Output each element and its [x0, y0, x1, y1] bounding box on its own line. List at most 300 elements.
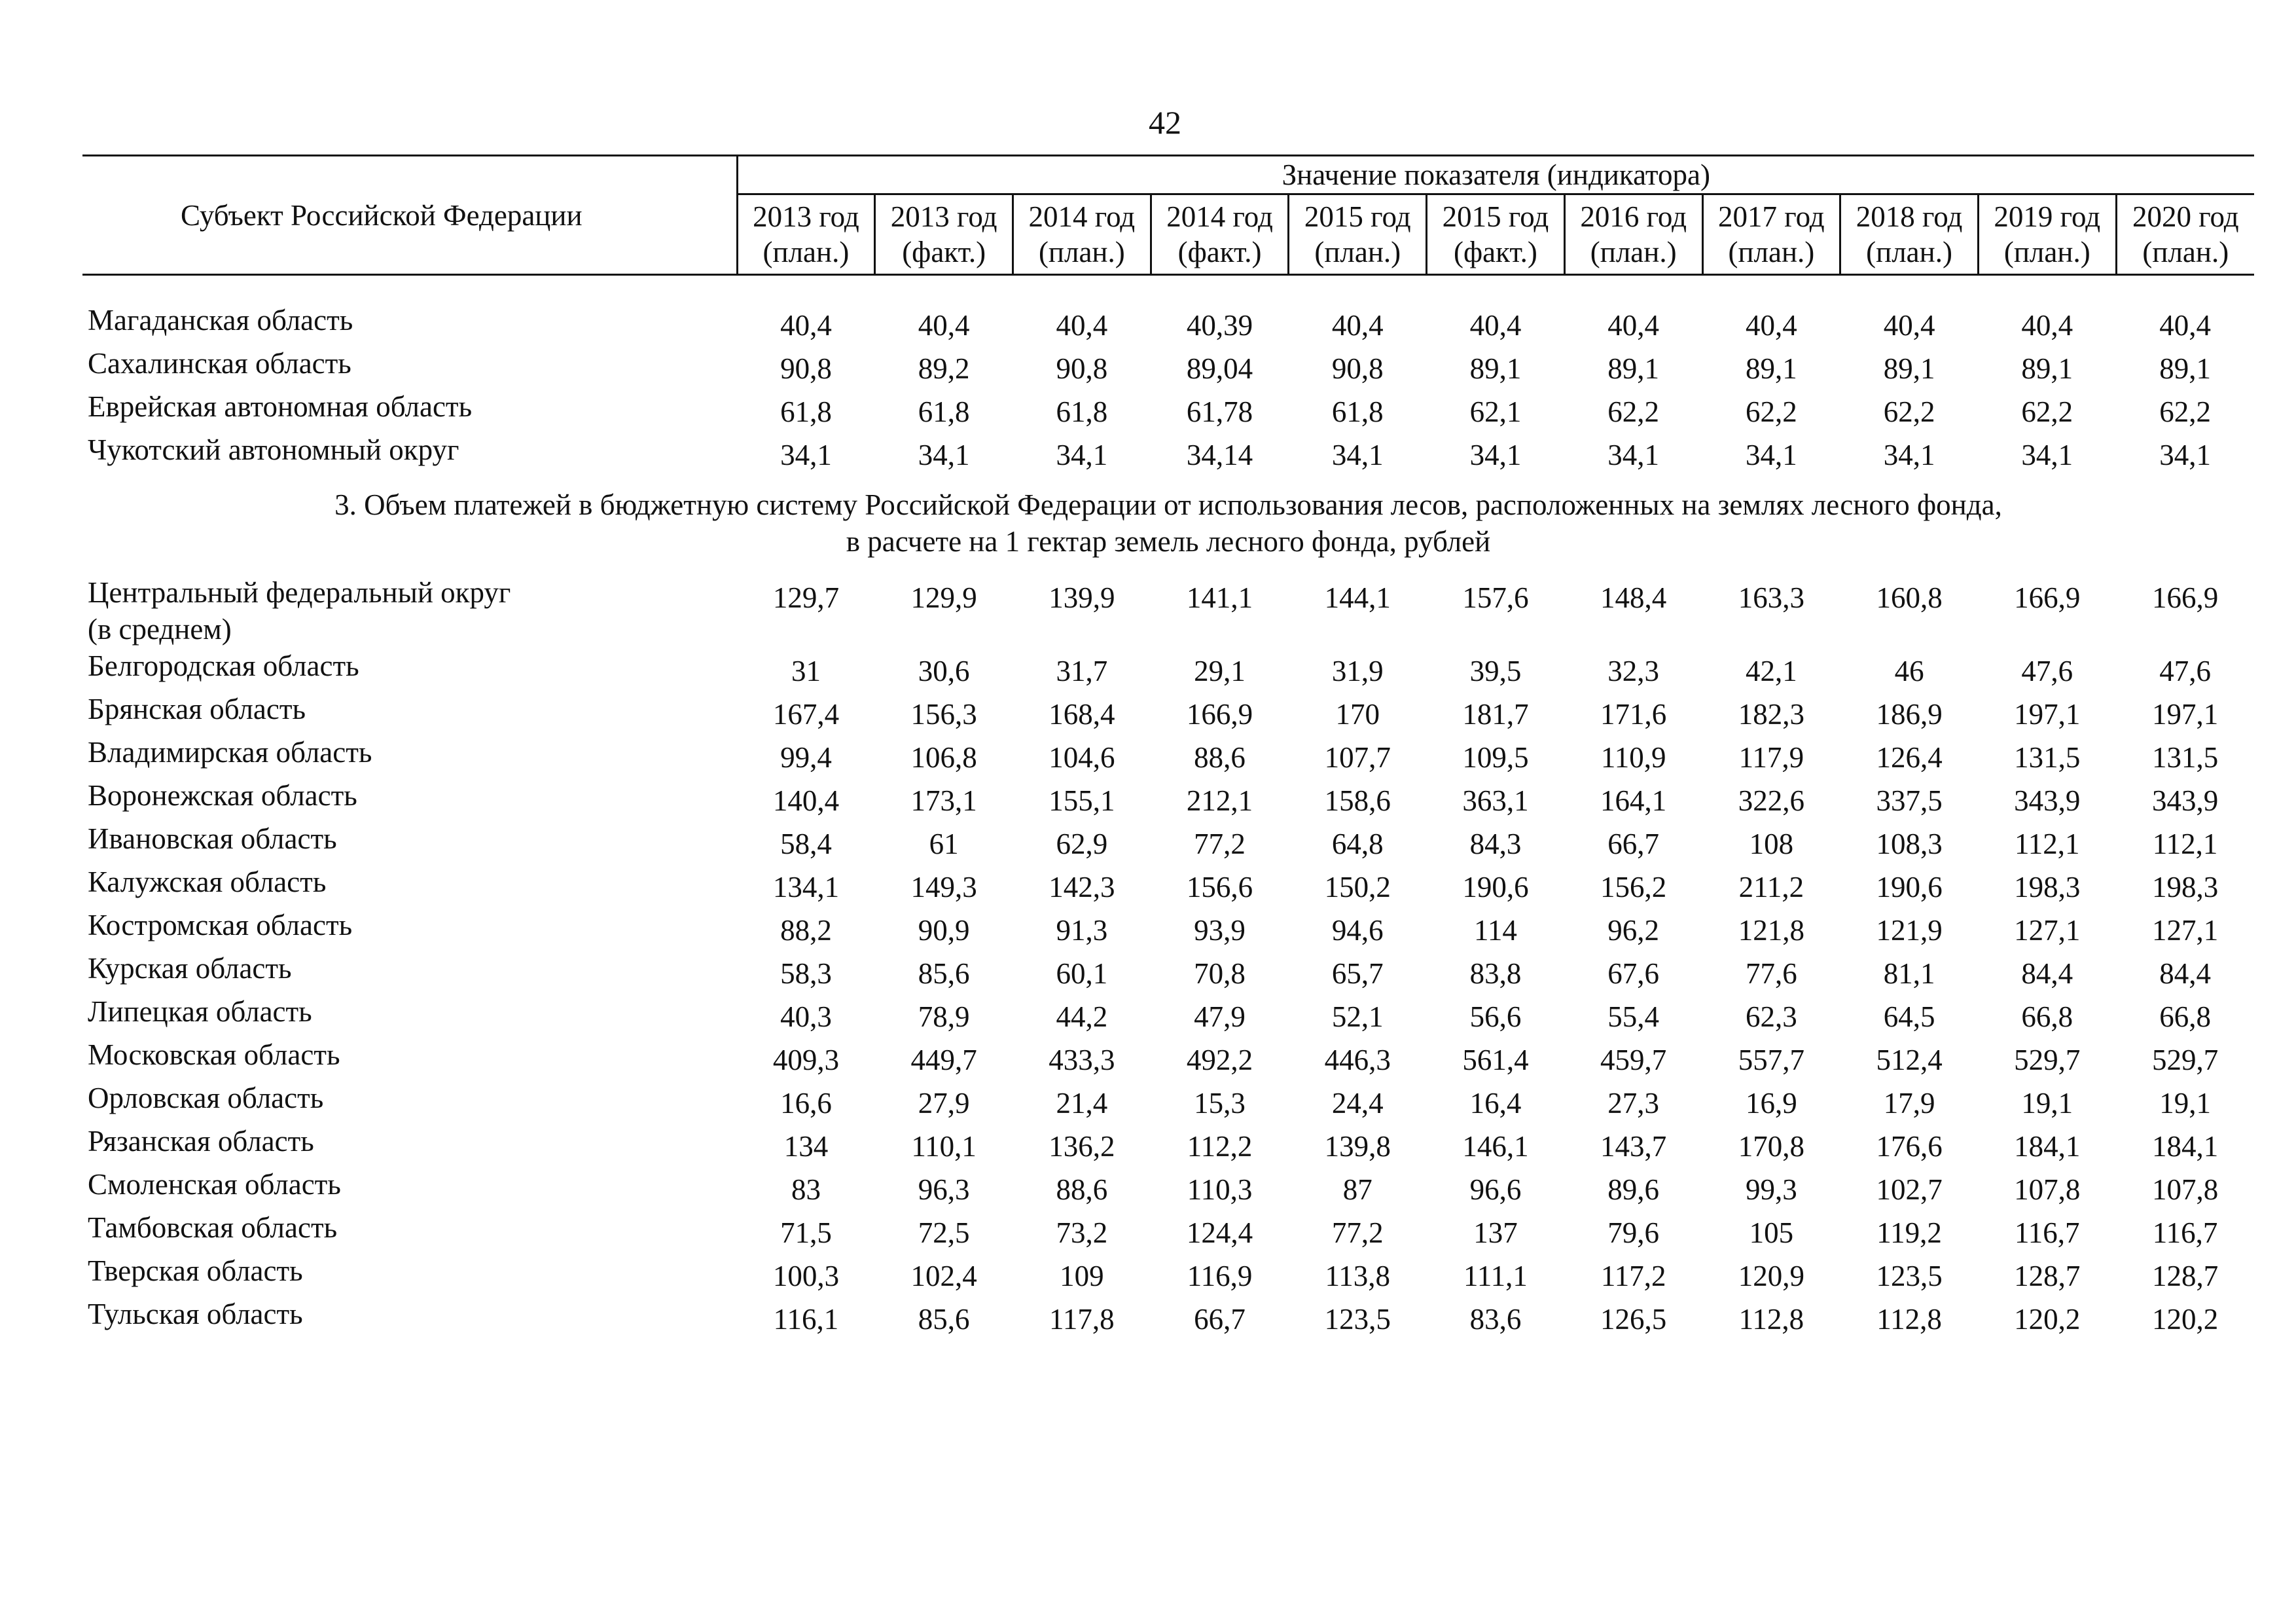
value-cell: 459,7: [1600, 1044, 1667, 1076]
value-cell: 91,3: [1056, 914, 1108, 947]
year-column-header: [1013, 194, 1151, 275]
value-cell: 56,6: [1469, 1000, 1522, 1033]
value-cell: 111,1: [1463, 1260, 1528, 1292]
value-cell: 15,3: [1194, 1087, 1246, 1120]
value-cell: 150,2: [1324, 871, 1391, 903]
indicator-group-header: Значение показателя (индикатора): [737, 156, 2254, 194]
value-cell: 102,4: [910, 1260, 977, 1292]
value-cell: 166,9: [2014, 581, 2081, 614]
table-row: [82, 345, 2254, 388]
value-cell: 67,6: [1607, 957, 1660, 990]
value-cell: 89,1: [1607, 352, 1660, 385]
year-kind-label: (факт.): [1454, 236, 1537, 268]
value-cell: 24,4: [1331, 1087, 1384, 1120]
value-cell: 131,5: [2014, 741, 2081, 774]
value-cell: 87: [1342, 1173, 1372, 1206]
value-cell: 34,1: [2021, 439, 2073, 471]
value-cell: 83: [791, 1173, 821, 1206]
value-cell: 104,6: [1049, 741, 1115, 774]
value-cell: 120,2: [2151, 1303, 2219, 1336]
value-cell: 121,8: [1738, 914, 1804, 947]
value-cell: 557,7: [1738, 1044, 1804, 1076]
value-cell: 449,7: [910, 1044, 977, 1076]
region-name: Брянская область: [88, 693, 306, 725]
year-label: 2015 год: [1304, 200, 1411, 233]
value-cell: 170,8: [1738, 1130, 1804, 1163]
value-cell: 126,5: [1600, 1303, 1667, 1336]
value-cell: 58,3: [780, 957, 832, 990]
value-cell: 66,7: [1194, 1303, 1246, 1336]
region-name-cell: [82, 993, 737, 1036]
year-kind-label: (факт.): [1177, 236, 1262, 268]
value-cell: 160,8: [1876, 581, 1943, 614]
value-cell: 157,6: [1462, 581, 1529, 614]
value-cell: 19,1: [2021, 1087, 2073, 1120]
value-cell: 32,3: [1607, 655, 1660, 687]
value-cell: 96,3: [918, 1173, 970, 1206]
value-cell: 134: [783, 1130, 829, 1163]
region-name-cell: [82, 302, 737, 345]
value-cell: 70,8: [1194, 957, 1246, 990]
table-row: [82, 691, 2254, 734]
value-cell: 34,1: [2159, 439, 2211, 471]
value-cell: 89,1: [2021, 352, 2073, 385]
value-cell: 149,3: [910, 871, 977, 903]
value-cell: 66,8: [2159, 1000, 2211, 1033]
value-cell: 90,9: [918, 914, 970, 947]
value-cell: 61,8: [780, 395, 832, 428]
value-cell: 184,1: [2151, 1130, 2219, 1163]
value-cell: 62,9: [1056, 828, 1108, 860]
table-row: [82, 431, 2254, 475]
value-cell: 131,5: [2151, 741, 2219, 774]
value-cell: 124,4: [1186, 1216, 1253, 1249]
value-cell: 85,6: [918, 1303, 970, 1336]
value-cell: 83,6: [1469, 1303, 1522, 1336]
value-cell: 61,8: [1331, 395, 1384, 428]
table-row: [82, 1296, 2254, 1339]
value-cell: 93,9: [1194, 914, 1246, 947]
value-cell: 61,8: [918, 395, 970, 428]
value-cell: 52,1: [1331, 1000, 1384, 1033]
value-cell: 96,6: [1469, 1173, 1522, 1206]
value-cell: 127,1: [2151, 914, 2219, 947]
value-cell: 186,9: [1876, 698, 1943, 731]
value-cell: 34,1: [1745, 439, 1797, 471]
value-cell: 34,1: [1883, 439, 1935, 471]
value-cell: 512,4: [1876, 1044, 1943, 1076]
value-cell: 117,9: [1738, 741, 1804, 774]
region-name: Белгородская область: [88, 649, 359, 682]
region-name-cell: [82, 734, 737, 777]
value-cell: 89,1: [1883, 352, 1935, 385]
value-cell: 40,4: [1469, 309, 1522, 342]
value-cell: 40,39: [1186, 309, 1253, 342]
value-cell: 34,1: [918, 439, 970, 471]
value-cell: 40,4: [1056, 309, 1108, 342]
value-cell: 77,2: [1194, 828, 1246, 860]
table-row: [82, 820, 2254, 864]
value-cell: 16,6: [780, 1087, 832, 1120]
value-cell: 62,2: [2021, 395, 2073, 428]
value-cell: 190,6: [1462, 871, 1529, 903]
table-row: [82, 1123, 2254, 1166]
value-cell: 99,4: [780, 741, 832, 774]
value-cell: 84,4: [2159, 957, 2211, 990]
subject-column-header: Субъект Российской Федерации: [82, 156, 737, 275]
value-cell: 60,1: [1056, 957, 1108, 990]
value-cell: 40,4: [2159, 309, 2211, 342]
value-cell: 31,7: [1056, 655, 1108, 687]
region-name-cell: [82, 950, 737, 993]
value-cell: 79,6: [1607, 1216, 1660, 1249]
value-cell: 40,4: [1331, 309, 1384, 342]
value-cell: 109: [1060, 1260, 1104, 1292]
year-column-header: [1151, 194, 1289, 275]
value-cell: 322,6: [1738, 784, 1804, 817]
value-cell: 561,4: [1462, 1044, 1529, 1076]
region-name-cell: [82, 647, 737, 691]
value-cell: 34,1: [1469, 439, 1522, 471]
value-cell: 40,3: [780, 1000, 832, 1033]
region-name-cell: [82, 864, 737, 907]
year-kind-label: (план.): [1866, 236, 1952, 268]
value-cell: 89,1: [1469, 352, 1522, 385]
region-name-cell: [82, 820, 737, 864]
value-cell: 27,9: [918, 1087, 970, 1120]
value-cell: 112,8: [1876, 1303, 1942, 1336]
section-heading-line: в расчете на 1 гектар земель лесного фонда, рублей: [846, 525, 1491, 558]
value-cell: 114: [1474, 914, 1517, 947]
table-row: [82, 734, 2254, 777]
value-cell: 66,8: [2021, 1000, 2073, 1033]
value-cell: 128,7: [2014, 1260, 2081, 1292]
value-cell: 110,9: [1600, 741, 1666, 774]
region-name: Тульская область: [88, 1298, 303, 1330]
region-name: Магаданская область: [88, 304, 353, 337]
value-cell: 112,1: [2014, 828, 2080, 860]
value-cell: 42,1: [1745, 655, 1797, 687]
value-cell: 34,1: [780, 439, 832, 471]
value-cell: 112,1: [2152, 828, 2218, 860]
year-column-header: [1702, 194, 1840, 275]
value-cell: 140,4: [772, 784, 840, 817]
value-cell: 108: [1749, 828, 1794, 860]
value-cell: 47,6: [2159, 655, 2211, 687]
value-cell: 343,9: [2014, 784, 2081, 817]
table-row: [82, 574, 2254, 647]
value-cell: 113,8: [1325, 1260, 1391, 1292]
value-cell: 88,6: [1056, 1173, 1108, 1206]
value-cell: 146,1: [1462, 1130, 1529, 1163]
region-name: Курская область: [88, 952, 292, 985]
value-cell: 139,9: [1049, 581, 1115, 614]
value-cell: 61: [929, 828, 959, 860]
value-cell: 134,1: [772, 871, 840, 903]
value-cell: 89,1: [1745, 352, 1797, 385]
value-cell: 112,8: [1738, 1303, 1804, 1336]
value-cell: 128,7: [2151, 1260, 2219, 1292]
value-cell: 61,8: [1056, 395, 1108, 428]
value-cell: 119,2: [1876, 1216, 1942, 1249]
value-cell: 19,1: [2159, 1087, 2211, 1120]
value-cell: 141,1: [1186, 581, 1253, 614]
value-cell: 181,7: [1462, 698, 1529, 731]
value-cell: 112,2: [1187, 1130, 1253, 1163]
value-cell: 126,4: [1876, 741, 1943, 774]
region-name: Центральный федеральный округ: [88, 576, 511, 609]
table-row: [82, 777, 2254, 820]
region-name: Смоленская область: [88, 1168, 341, 1201]
value-cell: 197,1: [2151, 698, 2219, 731]
value-cell: 110,3: [1187, 1173, 1253, 1206]
value-cell: 17,9: [1883, 1087, 1935, 1120]
value-cell: 116,7: [2014, 1216, 2080, 1249]
value-cell: 156,3: [910, 698, 977, 731]
value-cell: 105: [1749, 1216, 1794, 1249]
region-name: Тамбовская область: [88, 1211, 338, 1244]
section-heading: [82, 475, 2254, 574]
value-cell: 40,4: [1607, 309, 1660, 342]
year-column-header: [1289, 194, 1427, 275]
table-header: [82, 156, 2254, 275]
year-column-header: [875, 194, 1013, 275]
value-cell: 156,6: [1186, 871, 1253, 903]
value-cell: 492,2: [1186, 1044, 1253, 1076]
value-cell: 40,4: [1745, 309, 1797, 342]
value-cell: 62,1: [1469, 395, 1522, 428]
region-name-cell: [82, 1209, 737, 1252]
value-cell: 44,2: [1056, 1000, 1108, 1033]
region-name-cell: [82, 431, 737, 475]
year-column-header: [1978, 194, 2116, 275]
value-cell: 16,9: [1745, 1087, 1797, 1120]
value-cell: 107,7: [1324, 741, 1391, 774]
value-cell: 106,8: [910, 741, 977, 774]
region-name-cell: [82, 1252, 737, 1296]
value-cell: 27,3: [1607, 1087, 1660, 1120]
section-heading-row: [82, 475, 2254, 574]
value-cell: 116,1: [773, 1303, 839, 1336]
value-cell: 99,3: [1745, 1173, 1797, 1206]
section-heading-line: 3. Объем платежей в бюджетную систему Российской Федерации от использования лесов, расположенных на землях лесного фонда,: [334, 488, 2002, 521]
region-name: Еврейская автономная область: [88, 390, 473, 423]
value-cell: 34,1: [1607, 439, 1660, 471]
region-name-cell: [82, 777, 737, 820]
value-cell: 529,7: [2014, 1044, 2081, 1076]
value-cell: 47,9: [1194, 1000, 1246, 1033]
region-name: Воронежская область: [88, 779, 357, 812]
value-cell: 34,1: [1331, 439, 1384, 471]
value-cell: 77,2: [1331, 1216, 1384, 1249]
year-label: 2013 год: [890, 200, 997, 233]
value-cell: 89,2: [918, 352, 970, 385]
region-name: Ивановская область: [88, 822, 337, 855]
table-row: [82, 1252, 2254, 1296]
year-kind-label: (план.): [762, 236, 850, 268]
value-cell: 198,3: [2151, 871, 2219, 903]
value-cell: 343,9: [2151, 784, 2219, 817]
value-cell: 139,8: [1324, 1130, 1391, 1163]
value-cell: 64,8: [1331, 828, 1384, 860]
table-row: [82, 647, 2254, 691]
value-cell: 446,3: [1324, 1044, 1391, 1076]
value-cell: 55,4: [1607, 1000, 1660, 1033]
value-cell: 31: [791, 655, 821, 687]
region-name-cell: [82, 1036, 737, 1080]
value-cell: 62,2: [1883, 395, 1935, 428]
region-name: Чукотский автономный округ: [88, 433, 459, 466]
year-kind-label: (факт.): [902, 236, 986, 268]
value-cell: 81,1: [1883, 957, 1935, 990]
value-cell: 88,2: [780, 914, 832, 947]
region-name-note: (в среднем): [88, 613, 232, 646]
value-cell: 164,1: [1600, 784, 1667, 817]
value-cell: 84,4: [2021, 957, 2073, 990]
value-cell: 62,2: [2159, 395, 2211, 428]
region-name: Орловская область: [88, 1082, 324, 1114]
value-cell: 90,8: [780, 352, 832, 385]
value-cell: 171,6: [1600, 698, 1667, 731]
year-column-header: [737, 194, 875, 275]
value-cell: 66,7: [1607, 828, 1660, 860]
region-name-cell: [82, 907, 737, 950]
indicator-table: [82, 155, 2254, 1339]
value-cell: 84,3: [1469, 828, 1522, 860]
value-cell: 136,2: [1049, 1130, 1115, 1163]
region-name-cell: [82, 1166, 737, 1209]
value-cell: 94,6: [1331, 914, 1384, 947]
year-column-header: [2116, 194, 2254, 275]
value-cell: 102,7: [1876, 1173, 1943, 1206]
value-cell: 40,4: [1883, 309, 1935, 342]
value-cell: 176,6: [1876, 1130, 1943, 1163]
region-name-cell: [82, 1296, 737, 1339]
table-row: [82, 388, 2254, 431]
value-cell: 211,2: [1738, 871, 1804, 903]
value-cell: 72,5: [918, 1216, 970, 1249]
value-cell: 58,4: [780, 828, 832, 860]
region-name: Костромская область: [88, 909, 353, 941]
region-name: Калужская область: [88, 866, 327, 898]
value-cell: 88,6: [1194, 741, 1246, 774]
region-name: Рязанская область: [88, 1125, 314, 1158]
value-cell: 116,7: [2152, 1216, 2218, 1249]
value-cell: 90,8: [1331, 352, 1384, 385]
value-cell: 409,3: [772, 1044, 840, 1076]
value-cell: 73,2: [1056, 1216, 1108, 1249]
year-label: 2014 год: [1166, 200, 1273, 233]
value-cell: 148,4: [1600, 581, 1667, 614]
table-row: [82, 1209, 2254, 1252]
region-name-cell: [82, 345, 737, 388]
value-cell: 117,2: [1600, 1260, 1666, 1292]
value-cell: 129,9: [910, 581, 977, 614]
region-name: Тверская область: [88, 1254, 303, 1287]
value-cell: 212,1: [1186, 784, 1253, 817]
year-kind-label: (план.): [1590, 236, 1677, 268]
table-row: [82, 1036, 2254, 1080]
value-cell: 77,6: [1745, 957, 1797, 990]
value-cell: 71,5: [780, 1216, 832, 1249]
value-cell: 62,3: [1745, 1000, 1797, 1033]
value-cell: 34,1: [1056, 439, 1108, 471]
value-cell: 167,4: [772, 698, 840, 731]
value-cell: 89,04: [1186, 352, 1253, 385]
region-name-cell: [82, 1080, 737, 1123]
value-cell: 116,9: [1187, 1260, 1253, 1292]
year-column-header: [1427, 194, 1565, 275]
value-cell: 78,9: [918, 1000, 970, 1033]
value-cell: 100,3: [772, 1260, 840, 1292]
value-cell: 129,7: [772, 581, 840, 614]
value-cell: 184,1: [2014, 1130, 2081, 1163]
value-cell: 170: [1335, 698, 1380, 731]
table-row: [82, 950, 2254, 993]
value-cell: 142,3: [1049, 871, 1115, 903]
value-cell: 144,1: [1324, 581, 1391, 614]
value-cell: 21,4: [1056, 1087, 1108, 1120]
table-body: [82, 275, 2254, 1340]
table-row: [82, 907, 2254, 950]
value-cell: 363,1: [1462, 784, 1529, 817]
year-label: 2020 год: [2132, 200, 2239, 233]
value-cell: 89,1: [2159, 352, 2211, 385]
value-cell: 123,5: [1876, 1260, 1943, 1292]
value-cell: 61,78: [1186, 395, 1253, 428]
value-cell: 109,5: [1462, 741, 1529, 774]
table-row: [82, 302, 2254, 345]
value-cell: 163,3: [1738, 581, 1804, 614]
value-cell: 62,2: [1745, 395, 1797, 428]
value-cell: 127,1: [2014, 914, 2081, 947]
region-name-cell: [82, 388, 737, 431]
value-cell: 30,6: [918, 655, 970, 687]
value-cell: 107,8: [2014, 1173, 2081, 1206]
value-cell: 62,2: [1607, 395, 1660, 428]
value-cell: 64,5: [1883, 1000, 1935, 1033]
year-label: 2013 год: [753, 200, 859, 233]
value-cell: 198,3: [2014, 871, 2081, 903]
value-cell: 158,6: [1324, 784, 1391, 817]
value-cell: 166,9: [1186, 698, 1253, 731]
year-kind-label: (план.): [2142, 236, 2229, 268]
region-name-cell: [82, 1123, 737, 1166]
table-row: [82, 1080, 2254, 1123]
value-cell: 16,4: [1469, 1087, 1522, 1120]
value-cell: 182,3: [1738, 698, 1804, 731]
year-column-header: [1840, 194, 1979, 275]
region-name: Липецкая область: [88, 995, 312, 1028]
table-row: [82, 993, 2254, 1036]
year-label: 2014 год: [1028, 200, 1136, 233]
value-cell: 121,9: [1876, 914, 1943, 947]
value-cell: 120,2: [2014, 1303, 2081, 1336]
value-cell: 190,6: [1876, 871, 1943, 903]
value-cell: 83,8: [1469, 957, 1522, 990]
value-cell: 108,3: [1876, 828, 1943, 860]
value-cell: 120,9: [1738, 1260, 1804, 1292]
value-cell: 47,6: [2021, 655, 2073, 687]
value-cell: 107,8: [2151, 1173, 2219, 1206]
region-name: Московская область: [88, 1038, 340, 1071]
value-cell: 39,5: [1469, 655, 1522, 687]
year-label: 2019 год: [1994, 200, 2101, 233]
region-name-cell: [82, 574, 737, 647]
value-cell: 46: [1894, 655, 1924, 687]
value-cell: 137: [1473, 1216, 1518, 1249]
year-kind-label: (план.): [1728, 236, 1815, 268]
